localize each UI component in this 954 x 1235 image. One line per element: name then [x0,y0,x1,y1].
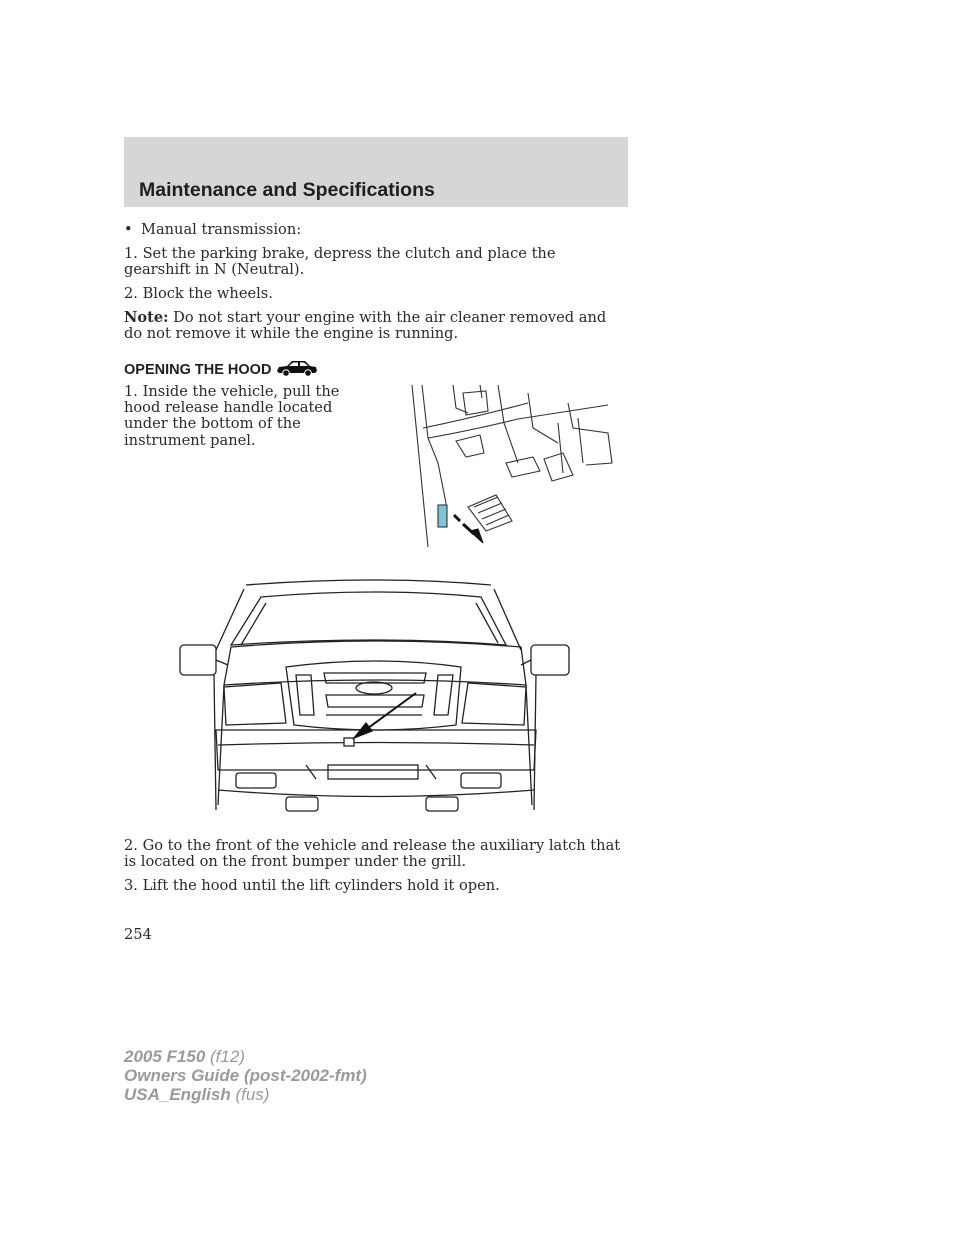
footer-model-code: (f12) [205,1047,245,1066]
car-icon [275,358,319,382]
section-header-band [124,137,628,207]
step-paragraph: 2. Go to the front of the vehicle and release the auxiliary latch that is located on the front bumper under the grill. [124,837,621,871]
step-paragraph: 1. Inside the vehicle, pull the hood release handle located under the bottom of the instrument panel. [124,383,340,449]
page-number: 254 [124,926,152,943]
truck-front-latch-illustration [176,575,576,829]
note-paragraph [124,310,624,342]
bullet-item [124,222,624,238]
footer-line [124,1085,367,1104]
hood-release-pedal-illustration [408,383,618,555]
note-label: Note: [124,309,169,326]
footer-line [124,1066,367,1085]
bullet-text: Manual transmission: [141,221,302,238]
note-text: Do not start your engine with the air cleaner removed and do not remove it while the engine is running. [124,309,607,343]
step-paragraph: 1. Set the parking brake, depress the clutch and place the gearshift in N (Neutral). [124,245,556,279]
footer [124,1047,367,1104]
section-title: Maintenance and Specifications [139,179,435,201]
footer-language-code: (fus) [230,1085,270,1104]
section-heading-text: OPENING THE HOOD [124,362,272,378]
step-paragraph: 3. Lift the hood until the lift cylinders hold it open. [124,877,500,894]
section-heading [124,358,319,382]
footer-guide: Owners Guide (post-2002-fmt) [124,1066,367,1085]
step-paragraph: 2. Block the wheels. [124,285,273,302]
footer-line [124,1047,367,1066]
footer-language: USA_English [124,1085,231,1104]
bullet-glyph: • [124,221,133,238]
footer-model: 2005 F150 [124,1047,206,1066]
